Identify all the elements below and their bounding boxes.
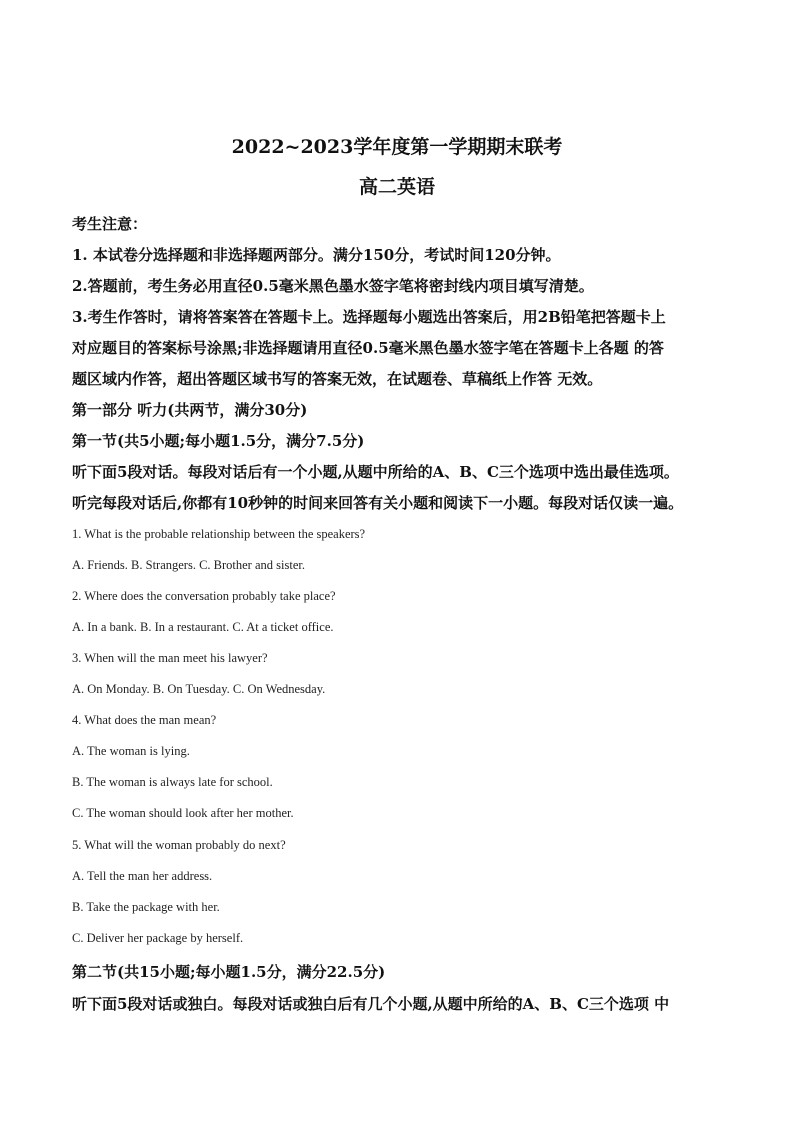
part1-heading: 第一部分 听力(共两节，满分30分): [72, 401, 308, 419]
notice-item-3-line-1: 3.考生作答时，请将答案答在答题卡上。选择题每小题选出答案后，用2B铅笔把答题卡上: [72, 308, 666, 326]
notice-heading: 考生注意：: [72, 215, 148, 233]
question-2: 2. Where does the conversation probably take place?: [72, 589, 336, 603]
question-4-option-a: A. The woman is lying.: [72, 744, 190, 758]
notice-item-1: 1. 本试卷分选择题和非选择题两部分。满分150分，考试时间120分钟。: [72, 246, 561, 264]
question-1: 1. What is the probable relationship between the speakers?: [72, 527, 366, 541]
section1-instruction-line-1: 听下面5段对话。每段对话后有一个小题,从题中所给的A、B、C三个选项中选出最佳选项。: [72, 463, 679, 481]
exam-title: 2022~2023学年度第一学期期末联考: [231, 136, 563, 158]
question-3-options: A. On Monday. B. On Tuesday. C. On Wednesday.: [72, 682, 326, 696]
question-5: 5. What will the woman probably do next?: [72, 838, 286, 852]
question-2-options: A. In a bank. B. In a restaurant. C. At a ticket office.: [72, 620, 334, 634]
question-5-option-c: C. Deliver her package by herself.: [72, 931, 244, 945]
exam-subject: 高二英语: [358, 176, 435, 198]
section1-instruction-line-2: 听完每段对话后,你都有10秒钟的时间来回答有关小题和阅读下一小题。每段对话仅读一遍。: [72, 494, 684, 512]
notice-item-3-line-3: 题区域内作答，超出答题区域书写的答案无效，在试题卷、草稿纸上作答 无效。: [72, 370, 603, 388]
question-5-option-b: B. Take the package with her.: [72, 900, 220, 914]
question-4-option-b: B. The woman is always late for school.: [72, 775, 273, 789]
section1-heading: 第一节(共5小题;每小题1.5分，满分7.5分): [72, 432, 365, 450]
section2-instruction-line-1: 听下面5段对话或独白。每段对话或独白后有几个小题,从题中所给的A、B、C三个选项 中: [72, 995, 670, 1013]
question-5-option-a: A. Tell the man her address.: [72, 869, 213, 883]
question-1-options: A. Friends. B. Strangers. C. Brother and sister.: [72, 558, 305, 572]
question-3: 3. When will the man meet his lawyer?: [72, 651, 268, 665]
notice-item-3-line-2: 对应题目的答案标号涂黑;非选择题请用直径0.5毫米黑色墨水签字笔在答题卡上各题 的答: [72, 339, 664, 357]
question-4: 4. What does the man mean?: [72, 713, 217, 727]
notice-item-2: 2.答题前，考生务必用直径0.5毫米黑色墨水签字笔将密封线内项目填写清楚。: [72, 277, 594, 295]
section2-heading: 第二节(共15小题;每小题1.5分，满分22.5分): [72, 963, 386, 981]
question-4-option-c: C. The woman should look after her mother.: [72, 806, 294, 820]
